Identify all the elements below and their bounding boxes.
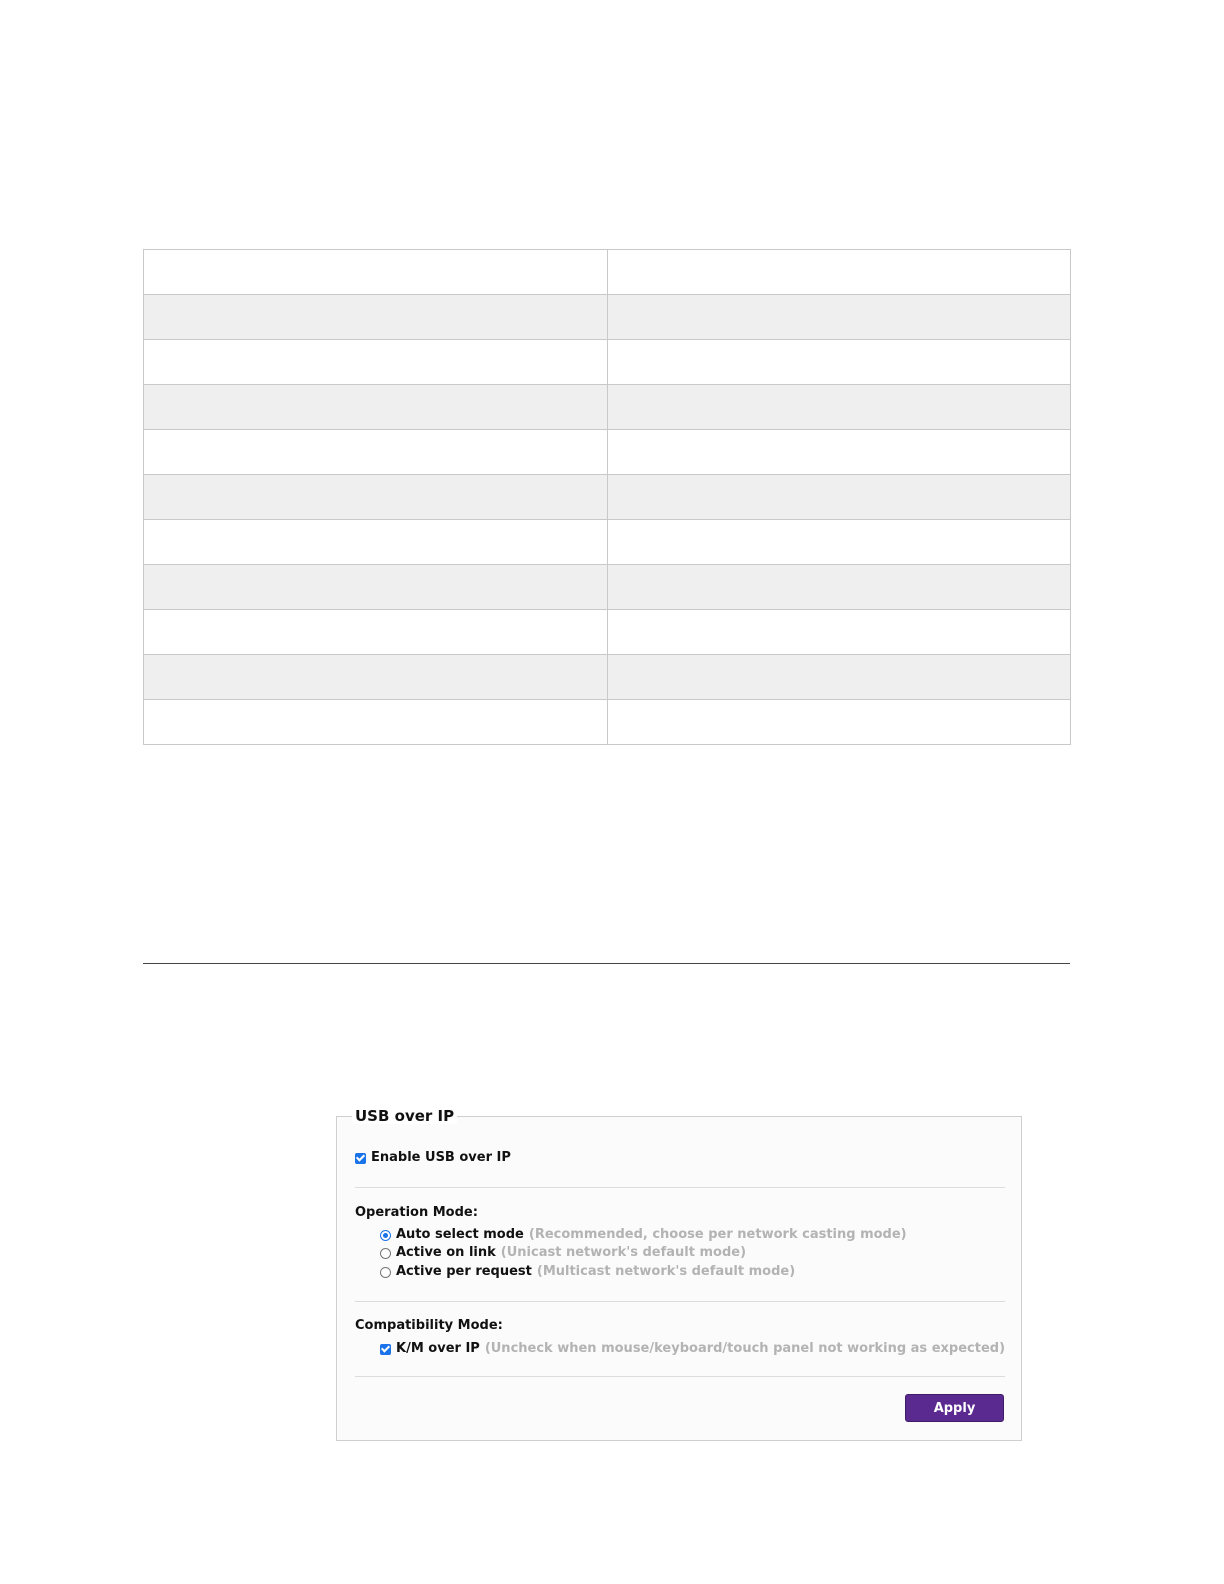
enable-usb-row[interactable] (355, 1150, 511, 1166)
table-cell (607, 520, 1071, 565)
compatibility-mode-title: Compatibility Mode: (355, 1318, 503, 1333)
operation-mode-title: Operation Mode: (355, 1205, 478, 1220)
table-cell (144, 340, 608, 385)
table-cell (607, 430, 1071, 475)
table-cell (607, 565, 1071, 610)
table-cell (144, 295, 608, 340)
auto-select-hint: (Recommended, choose per network casting mode) (528, 1227, 907, 1242)
table-cell (144, 385, 608, 430)
enable-usb-checkbox[interactable] (355, 1153, 366, 1164)
active-on-link-label[interactable]: Active on link (396, 1245, 496, 1260)
table-cell (607, 385, 1071, 430)
km-over-ip-checkbox[interactable] (380, 1344, 391, 1355)
table-cell (607, 250, 1071, 295)
table-cell (607, 340, 1071, 385)
km-over-ip-label[interactable]: K/M over IP (396, 1341, 480, 1356)
option-active-per-request[interactable] (380, 1264, 795, 1280)
enable-usb-label[interactable]: Enable USB over IP (371, 1150, 511, 1165)
table-cell (607, 655, 1071, 700)
active-per-request-label[interactable]: Active per request (396, 1264, 532, 1279)
table-row (144, 655, 1071, 700)
table-row (144, 430, 1071, 475)
table-row (144, 610, 1071, 655)
table-cell (607, 295, 1071, 340)
table-row (144, 250, 1071, 295)
section-divider (355, 1187, 1005, 1188)
table-row (144, 340, 1071, 385)
horizontal-divider (143, 963, 1070, 964)
table-row (144, 385, 1071, 430)
option-auto-select[interactable] (380, 1227, 907, 1243)
table-cell (144, 475, 608, 520)
active-per-request-radio[interactable] (380, 1267, 391, 1278)
km-over-ip-row[interactable] (380, 1341, 1005, 1357)
table-row (144, 475, 1071, 520)
table-row (144, 520, 1071, 565)
table-cell (144, 565, 608, 610)
table-cell (144, 700, 608, 745)
table-cell (144, 655, 608, 700)
table-cell (144, 520, 608, 565)
table-cell (144, 430, 608, 475)
table-row (144, 565, 1071, 610)
panel-title: USB over IP (352, 1108, 457, 1124)
table-cell (607, 475, 1071, 520)
apply-button[interactable]: Apply (905, 1394, 1004, 1422)
section-divider (355, 1301, 1005, 1302)
table-cell (607, 610, 1071, 655)
table-cell (144, 250, 608, 295)
active-on-link-hint: (Unicast network's default mode) (500, 1245, 747, 1260)
table-cell (607, 700, 1071, 745)
usb-over-ip-panel (336, 1107, 1022, 1441)
data-table (143, 249, 1071, 745)
active-per-request-hint: (Multicast network's default mode) (536, 1264, 796, 1279)
auto-select-label[interactable]: Auto select mode (396, 1227, 524, 1242)
table-row (144, 295, 1071, 340)
active-on-link-radio[interactable] (380, 1248, 391, 1259)
table-row (144, 700, 1071, 745)
option-active-on-link[interactable] (380, 1245, 746, 1261)
table-cell (144, 610, 608, 655)
auto-select-radio[interactable] (380, 1230, 391, 1241)
section-divider (355, 1376, 1005, 1377)
km-over-ip-hint: (Uncheck when mouse/keyboard/touch panel not working as expected) (484, 1341, 1006, 1356)
